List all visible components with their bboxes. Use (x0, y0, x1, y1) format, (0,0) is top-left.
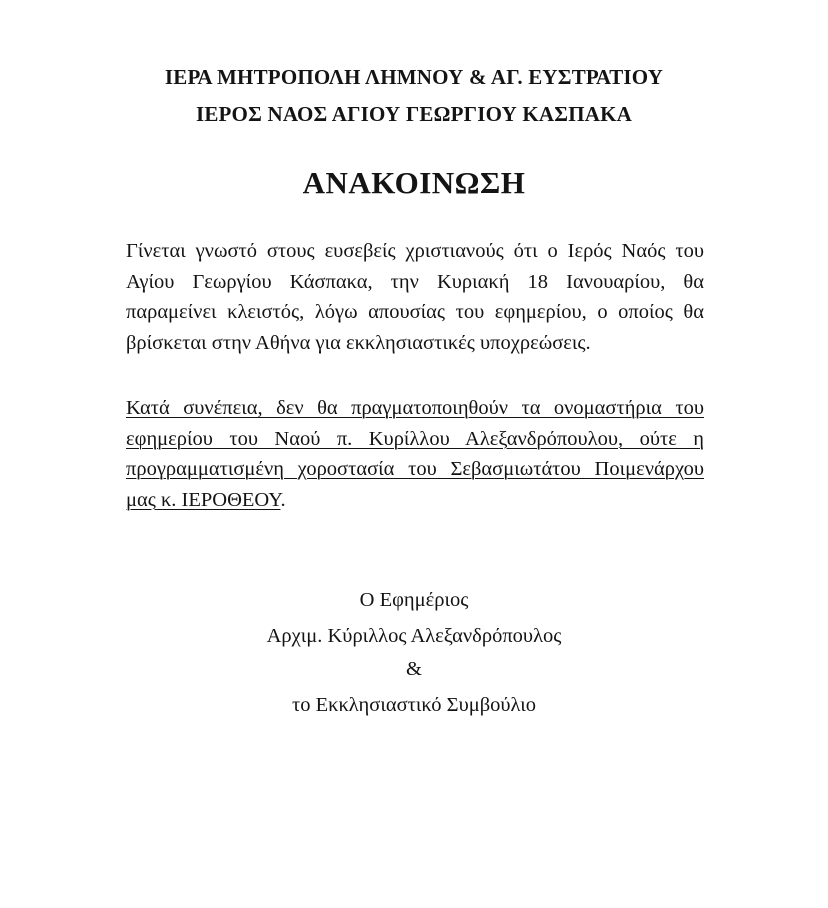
signature-ampersand: & (406, 658, 422, 680)
signature-name: Αρχιμ. Κύριλλος Αλεξανδρόπουλος (266, 625, 562, 647)
header-church: ΙΕΡΟΣ ΝΑΟΣ ΑΓΙΟΥ ΓΕΩΡΓΙΟΥ ΚΑΣΠΑΚΑ (195, 102, 633, 126)
underlined-consequence-text: Κατά συνέπεια, δεν θα πραγματοποιηθούν τα ονομαστήρια του εφημερίου του Ναού π. Κυρίλλου Αλεξανδρόπουλου, ούτε η προγραμματισμένη χοροστασία του Σεβασμιωτάτου Ποιμενάρχου μας κ. ΙΕΡΟΘΕΟΥ (126, 397, 704, 511)
announcement-paragraph-1: Γίνεται γνωστό στους ευσεβείς χριστιανούς ότι ο Ιερός Ναός του Αγίου Γεωργίου Κάσπακα, την Κυριακή 18 Ιανουαρίου, θα παραμείνει κλειστός, λόγω απουσίας του εφημερίου, ο οποίος θα βρίσκεται στην Αθήνα για εκκλησιαστικές υποχρεώσεις. (126, 240, 704, 354)
announcement-paragraph-2 (126, 393, 704, 515)
signature-role: Ο Εφημέριος (359, 589, 469, 611)
header-metropolis: ΙΕΡΑ ΜΗΤΡΟΠΟΛΗ ΛΗΜΝΟΥ & ΑΓ. ΕΥΣΤΡΑΤΙΟΥ (164, 65, 664, 89)
paragraph-2-period: . (280, 488, 286, 511)
announcement-title: ΑΝΑΚΟΙΝΩΣΗ (302, 165, 526, 200)
signature-council: το Εκκλησιαστικό Συμβούλιο (292, 694, 536, 716)
